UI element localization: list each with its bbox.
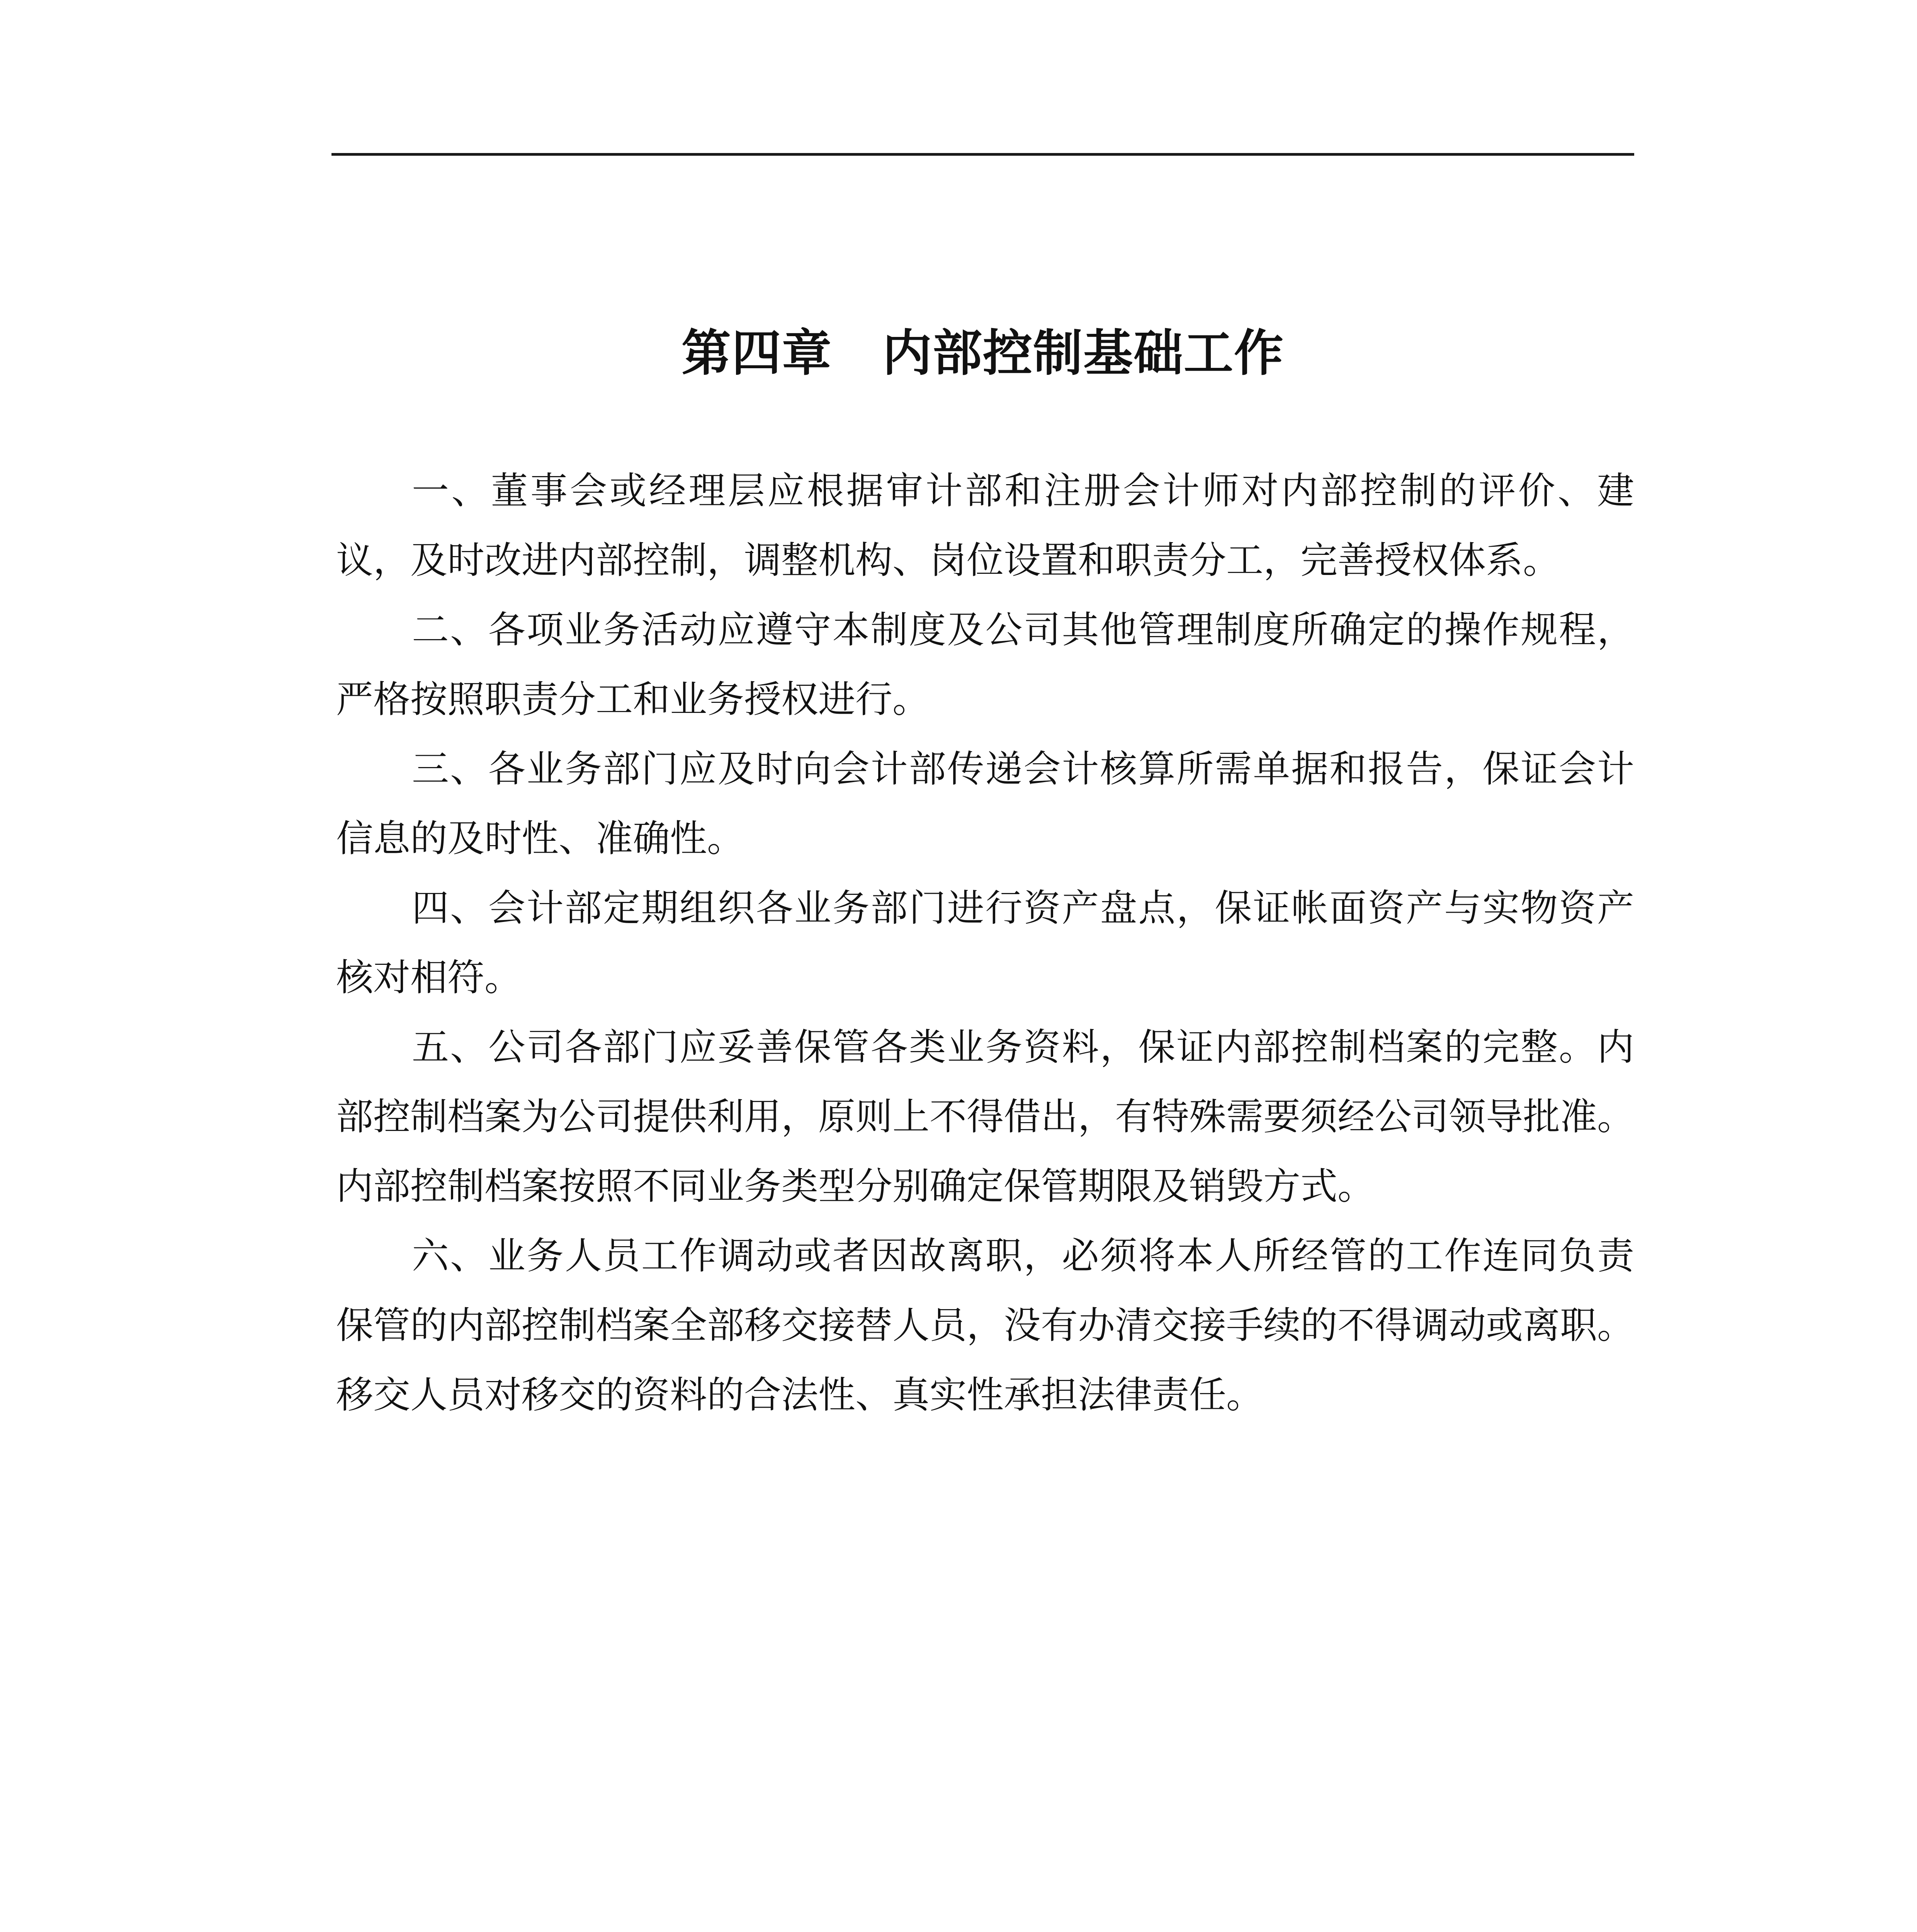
paragraph-6: 六、业务人员工作调动或者因故离职，必须将本人所经管的工作连同负责保管的内部控制档案全部移交接替人员，没有办清交接手续的不得调动或离职。移交人员对移交的资料的合法性、真实性承担法律责任。 [336, 1234, 1634, 1417]
paragraph-1: 一、董事会或经理层应根据审计部和注册会计师对内部控制的评价、建议，及时改进内部控制，调整机构、岗位设置和职责分工，完善授权体系。 [336, 469, 1634, 582]
paragraph-2: 二、各项业务活动应遵守本制度及公司其他管理制度所确定的操作规程，严格按照职责分工和业务授权进行。 [336, 608, 1634, 721]
paragraph-3: 三、各业务部门应及时向会计部传递会计核算所需单据和报告，保证会计信息的及时性、准确性。 [336, 747, 1634, 860]
chapter-title: 第四章 内部控制基础工作 [681, 325, 1284, 382]
header-rule [331, 153, 1634, 156]
paragraph-5: 五、公司各部门应妥善保管各类业务资料，保证内部控制档案的完整。内部控制档案为公司提供利用，原则上不得借出，有特殊需要须经公司领导批准。内部控制档案按照不同业务类型分别确定保管期限及销毁方式。 [336, 1026, 1634, 1208]
paragraph-4: 四、会计部定期组织各业务部门进行资产盘点，保证帐面资产与实物资产核对相符。 [336, 886, 1634, 999]
document-body [336, 456, 1634, 1430]
